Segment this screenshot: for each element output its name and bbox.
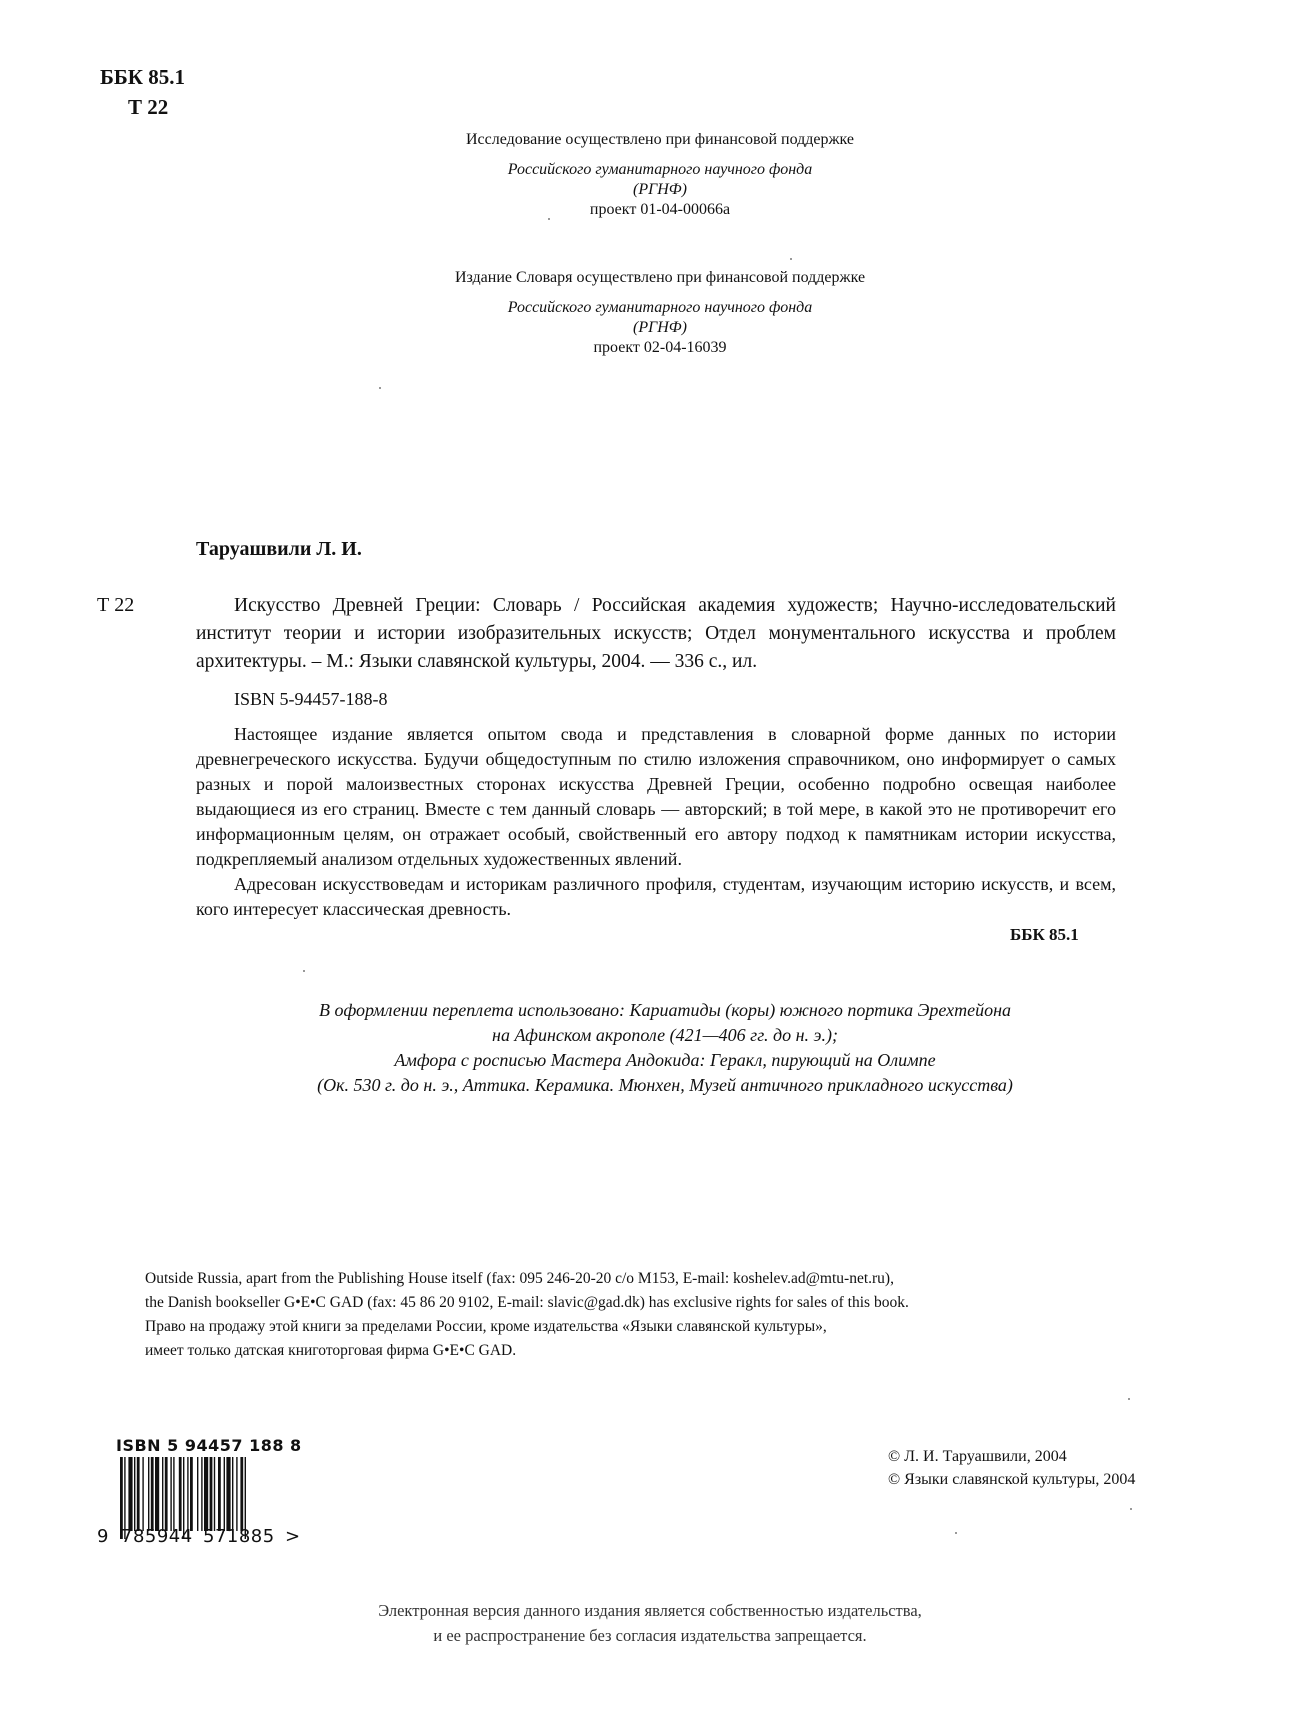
author-name: Таруашвили Л. И. <box>196 538 362 560</box>
catalog-bbk: ББК 85.1 <box>1010 925 1079 944</box>
speck <box>548 218 550 220</box>
rights-line: Право на продажу этой книги за пределами России, кроме издательства «Языки славянской культуры», <box>145 1318 827 1335</box>
barcode-bar <box>190 1457 193 1531</box>
rights-line: имеет только датская книготорговая фирма G•E•C GAD. <box>145 1342 517 1359</box>
speck <box>955 1532 957 1534</box>
catalog-citation: Искусство Древней Греции: Словарь / Российская академия художеств; Научно-исследовательский институт теории и истории изобразительных искусств; Отдел монументального искусства и проблем архитектуры. – М.: Языки славянской культуры, 2004. — 336 с., ил. <box>196 595 1116 672</box>
barcode-bar <box>155 1457 159 1531</box>
barcode-bar <box>137 1457 140 1531</box>
barcode-bar <box>134 1457 135 1531</box>
barcode-bar <box>142 1457 143 1531</box>
copyright-author: © Л. И. Таруашвили, 2004 <box>888 1448 1067 1465</box>
abstract-paragraph-1: Настоящее издание является опытом свода и представления в словарной форме данных по истории древнегреческого искусства. Будучи общедоступным по стилю изложения справочником, оно информирует о самых разных и порой малоизвестных сторонах искусства Древней Греции, особенно подробно освещая наиболее выдающиеся из его страниц. Вместе с тем данный словарь — авторский; в той мере, в какой это не противоречит его информационным целям, он отражает особый, свойственный его автору подход к памятникам истории искусства, подкрепляемый анализом отдельных художественных явлений. <box>196 724 1116 869</box>
abstract-paragraph-2: Адресован искусствоведам и историкам различного профиля, студентам, изучающим историю искусств, и всем, кого интересует классическая древность. <box>196 874 1116 919</box>
barcode-isbn-label: ISBN 5 94457 188 8 <box>116 1436 302 1455</box>
cover-line: на Афинском акрополе (421—406 гг. до н. э.); <box>492 1025 838 1045</box>
electronic-version-notice <box>300 1598 1000 1648</box>
rights-line: Outside Russia, apart from the Publishing House itself (fax: 095 246-20-20 c/o M153, E-mail: koshelev.ad@mtu-net.ru), <box>145 1270 894 1287</box>
barcode-bar <box>214 1457 215 1531</box>
copyright-block <box>888 1445 1135 1491</box>
barcode-marker: > <box>285 1526 301 1547</box>
barcode-bar <box>210 1457 213 1531</box>
header-bbk-block <box>100 62 185 122</box>
barcode-bar <box>179 1457 182 1531</box>
header-bbk: ББК 85.1 <box>100 65 185 89</box>
footer-line: Электронная версия данного издания является собственностью издательства, <box>378 1601 922 1620</box>
barcode-bar <box>173 1457 174 1531</box>
speck <box>379 387 381 389</box>
barcode-bar <box>226 1457 230 1531</box>
catalog-abstract <box>196 722 1116 922</box>
speck <box>303 970 305 972</box>
funding-fund: Российского гуманитарного научного фонда <box>507 299 813 316</box>
catalog-isbn: ISBN 5-94457-188-8 <box>234 689 388 709</box>
speck <box>790 258 792 260</box>
catalog-code: Т 22 <box>97 594 135 616</box>
barcode-bar <box>236 1457 237 1531</box>
barcode-bar <box>162 1457 163 1531</box>
barcode-bar <box>148 1457 149 1531</box>
barcode-bar <box>204 1457 208 1531</box>
barcode-bar <box>197 1457 198 1531</box>
speck <box>1130 1508 1132 1510</box>
cover-note <box>230 998 1100 1098</box>
cover-line: В оформлении переплета использовано: Кариатиды (коры) южного портика Эрехтейона <box>318 1000 1012 1020</box>
funding-lead: Исследование осуществлено при финансовой поддержке <box>465 131 855 148</box>
barcode-bar <box>232 1457 233 1531</box>
sales-rights-note <box>145 1267 909 1363</box>
barcode-bar <box>218 1457 221 1531</box>
barcode-bar <box>170 1457 171 1531</box>
barcode-digits-left: 785944 <box>121 1526 193 1547</box>
barcode-digit-first: 9 <box>97 1526 109 1547</box>
funding-abbr: (РГНФ) <box>633 181 687 198</box>
rights-line: the Danish bookseller G•E•C GAD (fax: 45 86 20 9102, E-mail: slavic@gad.dk) has exclusive rights for sales of this book. <box>145 1294 909 1311</box>
funding-lead: Издание Словаря осуществлено при финансовой поддержке <box>454 269 866 286</box>
header-code: Т 22 <box>128 95 169 119</box>
cover-line: (Ок. 530 г. до н. э., Аттика. Керамика. Мюнхен, Музей античного прикладного искусства) <box>317 1075 1013 1095</box>
barcode-bar <box>201 1457 202 1531</box>
barcode-bar <box>165 1457 168 1531</box>
funding-block-1 <box>280 130 1040 220</box>
funding-project: проект 01-04-00066а <box>589 201 731 218</box>
footer-line: и ее распространение без согласия издательства запрещается. <box>433 1626 867 1645</box>
barcode-bar <box>224 1457 225 1531</box>
funding-fund: Российского гуманитарного научного фонда <box>507 161 813 178</box>
funding-project: проект 02-04-16039 <box>593 339 727 356</box>
cover-line: Амфора с росписью Мастера Андокида: Геракл, пирующий на Олимпе <box>394 1050 936 1070</box>
speck <box>1128 1398 1130 1400</box>
barcode-digits <box>97 1526 301 1547</box>
barcode-bar <box>151 1457 154 1531</box>
barcode-digits-right: 571885 <box>203 1526 275 1547</box>
funding-block-2 <box>280 268 1040 358</box>
funding-abbr: (РГНФ) <box>633 319 687 336</box>
copyright-publisher: © Языки славянской культуры, 2004 <box>888 1471 1136 1488</box>
barcode-bar <box>240 1457 243 1531</box>
barcode-bar <box>128 1457 132 1531</box>
